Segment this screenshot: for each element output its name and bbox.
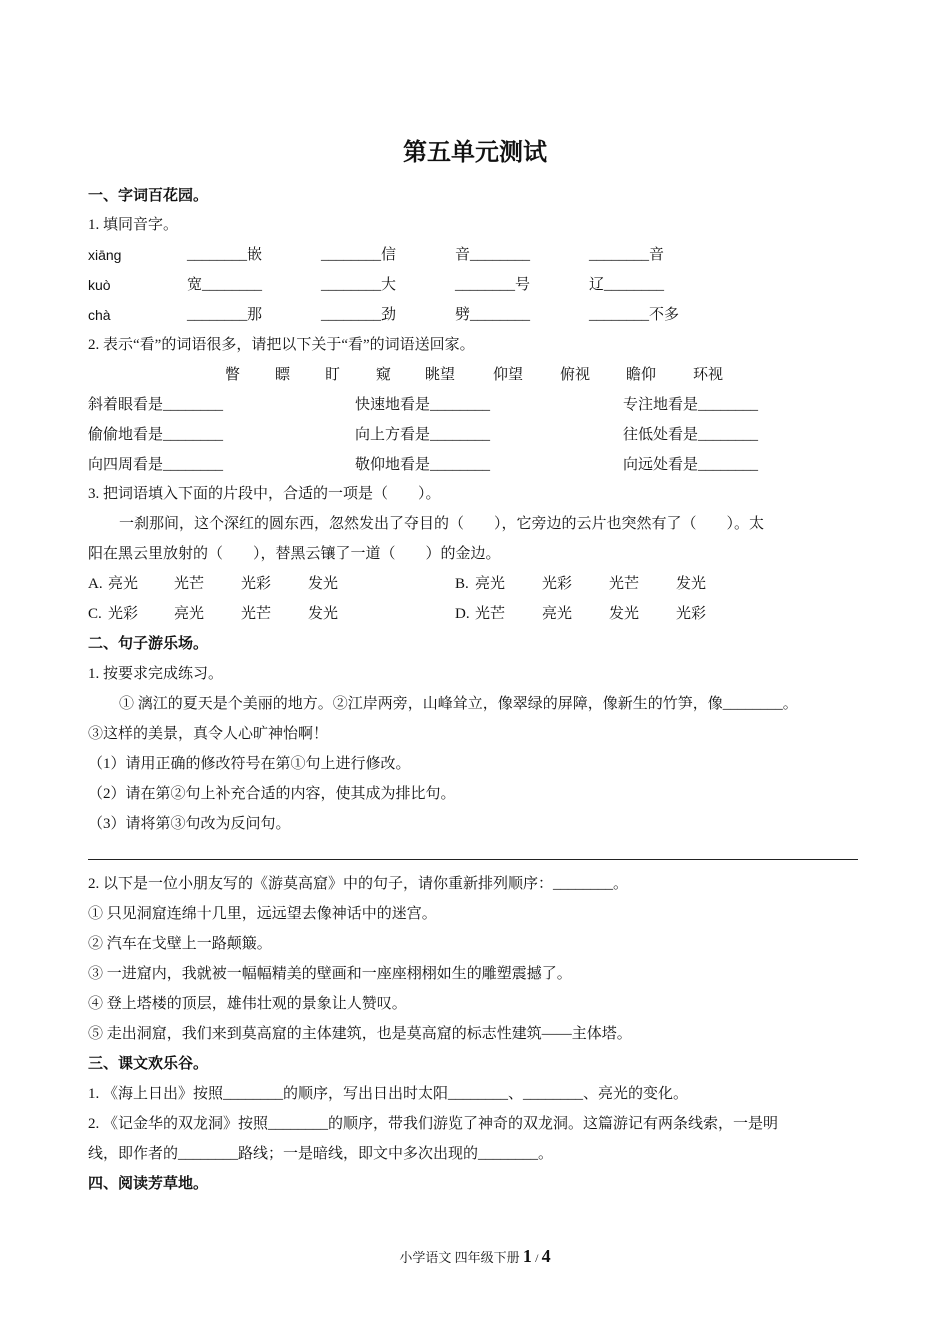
option-word: 发光	[676, 576, 707, 592]
option-word: 光芒	[241, 606, 272, 622]
exercise-line: ① 漓江的夏天是个美丽的地方。②江岸两旁，山峰耸立，像翠绿的屏障，像新生的竹笋，像________。	[119, 696, 798, 712]
sentence-item: ① 只见洞窟连绵十几里，远远望去像神话中的迷宫。	[88, 906, 437, 922]
word-option: 瞻仰	[626, 367, 657, 383]
blank-item: 音________	[455, 247, 531, 263]
question-3-2-line: 线，即作者的________路线；一是暗线，即文中多次出现的________。	[88, 1146, 554, 1162]
option-word: 光芒	[475, 606, 506, 622]
section-heading-1: 一、字词百花园。	[88, 188, 209, 204]
answer-line	[88, 859, 858, 860]
question-1-1-label: 1. 填同音字。	[88, 217, 179, 233]
option-word: 发光	[308, 576, 339, 592]
footer-text: 小学语文 四年级下册	[399, 1250, 520, 1265]
pinyin-cha: chà	[88, 307, 111, 323]
fill-item: 斜着眼看是________	[88, 397, 224, 413]
blank-item: 宽________	[187, 277, 263, 293]
blank-item: 劈________	[455, 307, 531, 323]
fill-item: 向上方看是________	[355, 427, 491, 443]
sub-question: （2）请在第②句上补充合适的内容，使其成为排比句。	[88, 786, 456, 802]
option-word: 亮光	[174, 606, 205, 622]
section-heading-2: 二、句子游乐场。	[88, 636, 209, 652]
page-title: 第五单元测试	[403, 140, 547, 166]
word-option: 瞟	[275, 367, 291, 383]
word-option: 瞥	[225, 367, 241, 383]
option-word: 亮光	[108, 576, 139, 592]
option-word: 亮光	[475, 576, 506, 592]
section-heading-4: 四、阅读芳草地。	[88, 1176, 209, 1192]
word-option: 俯视	[560, 367, 591, 383]
section-heading-3: 三、课文欢乐谷。	[88, 1056, 209, 1072]
blank-item: ________嵌	[187, 247, 263, 263]
option-word: 光彩	[108, 606, 139, 622]
page-total: 4	[541, 1246, 551, 1266]
fill-item: 快速地看是________	[355, 397, 491, 413]
question-2-1-label: 1. 按要求完成练习。	[88, 666, 224, 682]
option-word: 光芒	[174, 576, 205, 592]
blank-item: ________劲	[321, 307, 397, 323]
blank-item: ________号	[455, 277, 531, 293]
fill-item: 往低处看是________	[623, 427, 759, 443]
word-option: 眺望	[425, 367, 456, 383]
option-word: 光芒	[609, 576, 640, 592]
word-option: 窥	[376, 367, 392, 383]
pinyin-xiang: xiāng	[88, 247, 122, 263]
blank-item: ________不多	[589, 307, 680, 323]
exercise-line: ③这样的美景，真令人心旷神怡啊！	[88, 726, 329, 742]
blank-item: ________大	[321, 277, 397, 293]
page-footer	[0, 1246, 950, 1268]
question-1-2-label: 2. 表示“看”的词语很多，请把以下关于“看”的词语送回家。	[88, 337, 475, 353]
question-1-3-label: 3. 把词语填入下面的片段中，合适的一项是（ ）。	[88, 486, 441, 502]
word-option: 环视	[693, 367, 724, 383]
pinyin-kuo: kuò	[88, 277, 111, 293]
page-number: 1	[522, 1246, 532, 1266]
passage-line: 一刹那间，这个深红的圆东西，忽然发出了夺目的（ ），它旁边的云片也突然有了（ ）。太	[119, 516, 765, 532]
blank-item: ________那	[187, 307, 263, 323]
sentence-item: ⑤ 走出洞窟，我们来到莫高窟的主体建筑，也是莫高窟的标志性建筑——主体塔。	[88, 1026, 632, 1042]
option-letter: B.	[455, 576, 469, 592]
option-word: 发光	[609, 606, 640, 622]
option-word: 光彩	[241, 576, 272, 592]
blank-item: ________信	[321, 247, 397, 263]
question-3-1: 1. 《海上日出》按照________的顺序，写出日出时太阳________、________、亮光的变化。	[88, 1086, 689, 1102]
sentence-item: ③ 一进窟内，我就被一幅幅精美的壁画和一座座栩栩如生的雕塑震撼了。	[88, 966, 572, 982]
word-option: 仰望	[493, 367, 524, 383]
fill-item: 敬仰地看是________	[355, 457, 491, 473]
option-word: 光彩	[676, 606, 707, 622]
question-2-2-label: 2. 以下是一位小朋友写的《游莫高窟》中的句子，请你重新排列顺序：________。	[88, 876, 629, 892]
fill-item: 偷偷地看是________	[88, 427, 224, 443]
option-word: 亮光	[542, 606, 573, 622]
fill-item: 向四周看是________	[88, 457, 224, 473]
page-separator: /	[535, 1251, 539, 1265]
word-option: 盯	[325, 367, 341, 383]
fill-item: 专注地看是________	[623, 397, 759, 413]
blank-item: 辽________	[589, 277, 665, 293]
option-letter: C.	[88, 606, 102, 622]
option-word: 光彩	[542, 576, 573, 592]
sentence-item: ④ 登上塔楼的顶层，雄伟壮观的景象让人赞叹。	[88, 996, 407, 1012]
blank-item: ________音	[589, 247, 665, 263]
option-letter: A.	[88, 576, 103, 592]
sub-question: （3）请将第③句改为反问句。	[88, 816, 291, 832]
fill-item: 向远处看是________	[623, 457, 759, 473]
sub-question: （1）请用正确的修改符号在第①句上进行修改。	[88, 756, 411, 772]
option-word: 发光	[308, 606, 339, 622]
question-3-2-line: 2. 《记金华的双龙洞》按照________的顺序，带我们游览了神奇的双龙洞。这篇游记有两条线索，一是明	[88, 1116, 779, 1132]
sentence-item: ② 汽车在戈壁上一路颠簸。	[88, 936, 272, 952]
option-letter: D.	[455, 606, 470, 622]
passage-line: 阳在黑云里放射的（ ），替黑云镶了一道（ ）的金边。	[88, 546, 501, 562]
